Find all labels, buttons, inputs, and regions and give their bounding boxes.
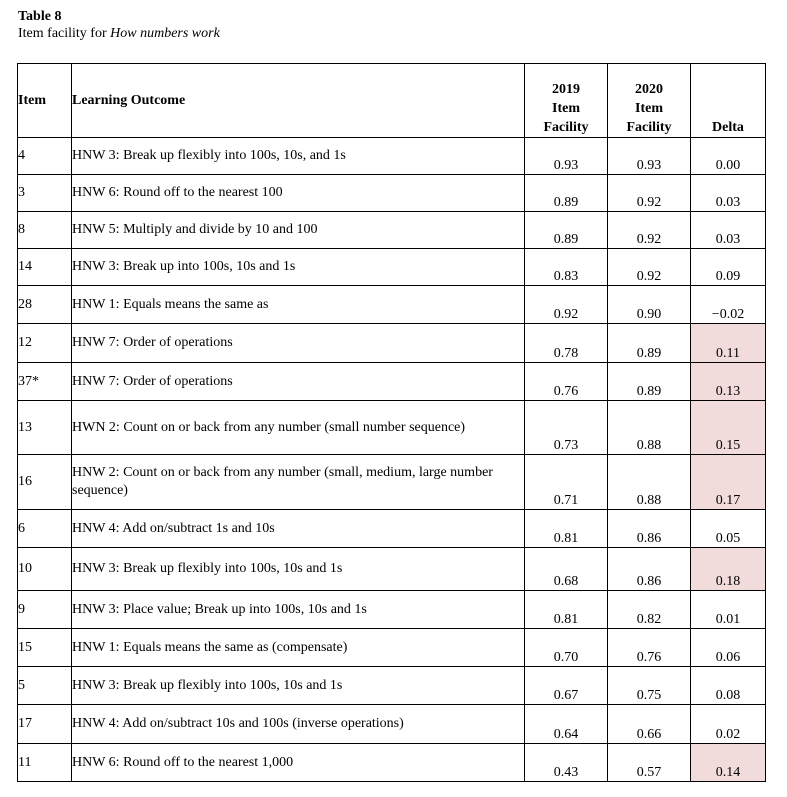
facility-2019-cell: 0.89 bbox=[525, 175, 608, 212]
facility-2020-cell: 0.92 bbox=[608, 175, 691, 212]
facility-2020-cell: 0.92 bbox=[608, 212, 691, 249]
learning-outcome-cell: HNW 7: Order of operations bbox=[72, 324, 525, 363]
learning-outcome-cell: HWN 2: Count on or back from any number (small number sequence) bbox=[72, 401, 525, 455]
facility-2019-cell: 0.64 bbox=[525, 705, 608, 744]
learning-outcome-cell: HNW 6: Round off to the nearest 100 bbox=[72, 175, 525, 212]
table-row bbox=[18, 744, 766, 782]
facility-2019-cell: 0.67 bbox=[525, 667, 608, 705]
subtitle-italic-title: How numbers work bbox=[110, 26, 220, 41]
item-cell: 37* bbox=[18, 363, 72, 401]
learning-outcome-cell: HNW 3: Break up into 100s, 10s and 1s bbox=[72, 249, 525, 286]
table-row bbox=[18, 401, 766, 455]
learning-outcome-cell: HNW 7: Order of operations bbox=[72, 363, 525, 401]
delta-cell: 0.14 bbox=[691, 744, 766, 782]
table-subtitle bbox=[18, 25, 220, 42]
table-row bbox=[18, 363, 766, 401]
item-cell: 5 bbox=[18, 667, 72, 705]
learning-outcome-cell: HNW 4: Add on/subtract 1s and 10s bbox=[72, 510, 525, 548]
table-row bbox=[18, 548, 766, 591]
facility-2019-cell: 0.92 bbox=[525, 286, 608, 324]
facility-2020-cell: 0.75 bbox=[608, 667, 691, 705]
learning-outcome-cell: HNW 3: Break up flexibly into 100s, 10s and 1s bbox=[72, 667, 525, 705]
table-row bbox=[18, 455, 766, 510]
learning-outcome-cell: HNW 3: Place value; Break up into 100s, 10s and 1s bbox=[72, 591, 525, 629]
facility-2019-cell: 0.93 bbox=[525, 138, 608, 175]
learning-outcome-cell: HNW 3: Break up flexibly into 100s, 10s and 1s bbox=[72, 548, 525, 591]
delta-cell: 0.09 bbox=[691, 249, 766, 286]
facility-2020-cell: 0.89 bbox=[608, 324, 691, 363]
learning-outcome-cell: HNW 6: Round off to the nearest 1,000 bbox=[72, 744, 525, 782]
table-row bbox=[18, 667, 766, 705]
header-2020-line1: 2020 bbox=[635, 82, 663, 97]
facility-2020-cell: 0.92 bbox=[608, 249, 691, 286]
facility-2019-cell: 0.73 bbox=[525, 401, 608, 455]
delta-cell: 0.08 bbox=[691, 667, 766, 705]
table-row bbox=[18, 705, 766, 744]
header-2019-item-facility bbox=[525, 64, 608, 138]
table-row bbox=[18, 510, 766, 548]
table-body bbox=[18, 138, 766, 782]
facility-2020-cell: 0.93 bbox=[608, 138, 691, 175]
learning-outcome-cell: HNW 2: Count on or back from any number (small, medium, large number sequence) bbox=[72, 455, 525, 510]
facility-2019-cell: 0.81 bbox=[525, 591, 608, 629]
facility-2019-cell: 0.70 bbox=[525, 629, 608, 667]
facility-2019-cell: 0.43 bbox=[525, 744, 608, 782]
item-cell: 17 bbox=[18, 705, 72, 744]
delta-cell: 0.11 bbox=[691, 324, 766, 363]
facility-2020-cell: 0.90 bbox=[608, 286, 691, 324]
facility-2020-cell: 0.86 bbox=[608, 548, 691, 591]
facility-2019-cell: 0.78 bbox=[525, 324, 608, 363]
facility-2020-cell: 0.57 bbox=[608, 744, 691, 782]
item-cell: 12 bbox=[18, 324, 72, 363]
item-cell: 15 bbox=[18, 629, 72, 667]
item-cell: 13 bbox=[18, 401, 72, 455]
table-row bbox=[18, 286, 766, 324]
table-row bbox=[18, 629, 766, 667]
item-facility-table bbox=[17, 63, 766, 782]
item-cell: 11 bbox=[18, 744, 72, 782]
facility-2019-cell: 0.89 bbox=[525, 212, 608, 249]
facility-2019-cell: 0.83 bbox=[525, 249, 608, 286]
delta-cell: 0.03 bbox=[691, 175, 766, 212]
header-2020-line2: Item bbox=[635, 101, 663, 116]
header-item: Item bbox=[18, 64, 72, 138]
item-cell: 4 bbox=[18, 138, 72, 175]
delta-cell: 0.05 bbox=[691, 510, 766, 548]
table-row bbox=[18, 175, 766, 212]
item-cell: 14 bbox=[18, 249, 72, 286]
header-delta: Delta bbox=[691, 64, 766, 138]
delta-cell: 0.03 bbox=[691, 212, 766, 249]
facility-2020-cell: 0.86 bbox=[608, 510, 691, 548]
delta-cell: 0.02 bbox=[691, 705, 766, 744]
table-row bbox=[18, 212, 766, 249]
facility-2020-cell: 0.66 bbox=[608, 705, 691, 744]
facility-2020-cell: 0.88 bbox=[608, 455, 691, 510]
learning-outcome-cell: HNW 3: Break up flexibly into 100s, 10s, and 1s bbox=[72, 138, 525, 175]
delta-cell: 0.15 bbox=[691, 401, 766, 455]
header-2020-line3: Facility bbox=[626, 120, 672, 135]
facility-2020-cell: 0.89 bbox=[608, 363, 691, 401]
header-2019-line3: Facility bbox=[543, 120, 589, 135]
header-2019-line2: Item bbox=[552, 101, 580, 116]
item-cell: 16 bbox=[18, 455, 72, 510]
learning-outcome-cell: HNW 1: Equals means the same as bbox=[72, 286, 525, 324]
facility-2019-cell: 0.76 bbox=[525, 363, 608, 401]
header-2019-line1: 2019 bbox=[552, 82, 580, 97]
delta-cell: −0.02 bbox=[691, 286, 766, 324]
subtitle-prefix: Item facility for bbox=[18, 26, 111, 41]
table-caption bbox=[18, 8, 220, 42]
learning-outcome-cell: HNW 5: Multiply and divide by 10 and 100 bbox=[72, 212, 525, 249]
table-row bbox=[18, 324, 766, 363]
facility-2020-cell: 0.88 bbox=[608, 401, 691, 455]
item-cell: 28 bbox=[18, 286, 72, 324]
facility-2019-cell: 0.71 bbox=[525, 455, 608, 510]
header-row bbox=[18, 64, 766, 138]
delta-cell: 0.17 bbox=[691, 455, 766, 510]
table-row bbox=[18, 249, 766, 286]
learning-outcome-cell: HNW 4: Add on/subtract 10s and 100s (inverse operations) bbox=[72, 705, 525, 744]
header-learning-outcome: Learning Outcome bbox=[72, 64, 525, 138]
item-cell: 9 bbox=[18, 591, 72, 629]
facility-2019-cell: 0.68 bbox=[525, 548, 608, 591]
item-cell: 3 bbox=[18, 175, 72, 212]
header-2020-item-facility bbox=[608, 64, 691, 138]
table-row bbox=[18, 591, 766, 629]
learning-outcome-cell: HNW 1: Equals means the same as (compensate) bbox=[72, 629, 525, 667]
facility-2019-cell: 0.81 bbox=[525, 510, 608, 548]
delta-cell: 0.06 bbox=[691, 629, 766, 667]
facility-2020-cell: 0.82 bbox=[608, 591, 691, 629]
delta-cell: 0.00 bbox=[691, 138, 766, 175]
facility-2020-cell: 0.76 bbox=[608, 629, 691, 667]
table-label: Table 8 bbox=[18, 9, 62, 24]
item-cell: 6 bbox=[18, 510, 72, 548]
delta-cell: 0.18 bbox=[691, 548, 766, 591]
delta-cell: 0.13 bbox=[691, 363, 766, 401]
item-cell: 8 bbox=[18, 212, 72, 249]
table-row bbox=[18, 138, 766, 175]
delta-cell: 0.01 bbox=[691, 591, 766, 629]
item-cell: 10 bbox=[18, 548, 72, 591]
